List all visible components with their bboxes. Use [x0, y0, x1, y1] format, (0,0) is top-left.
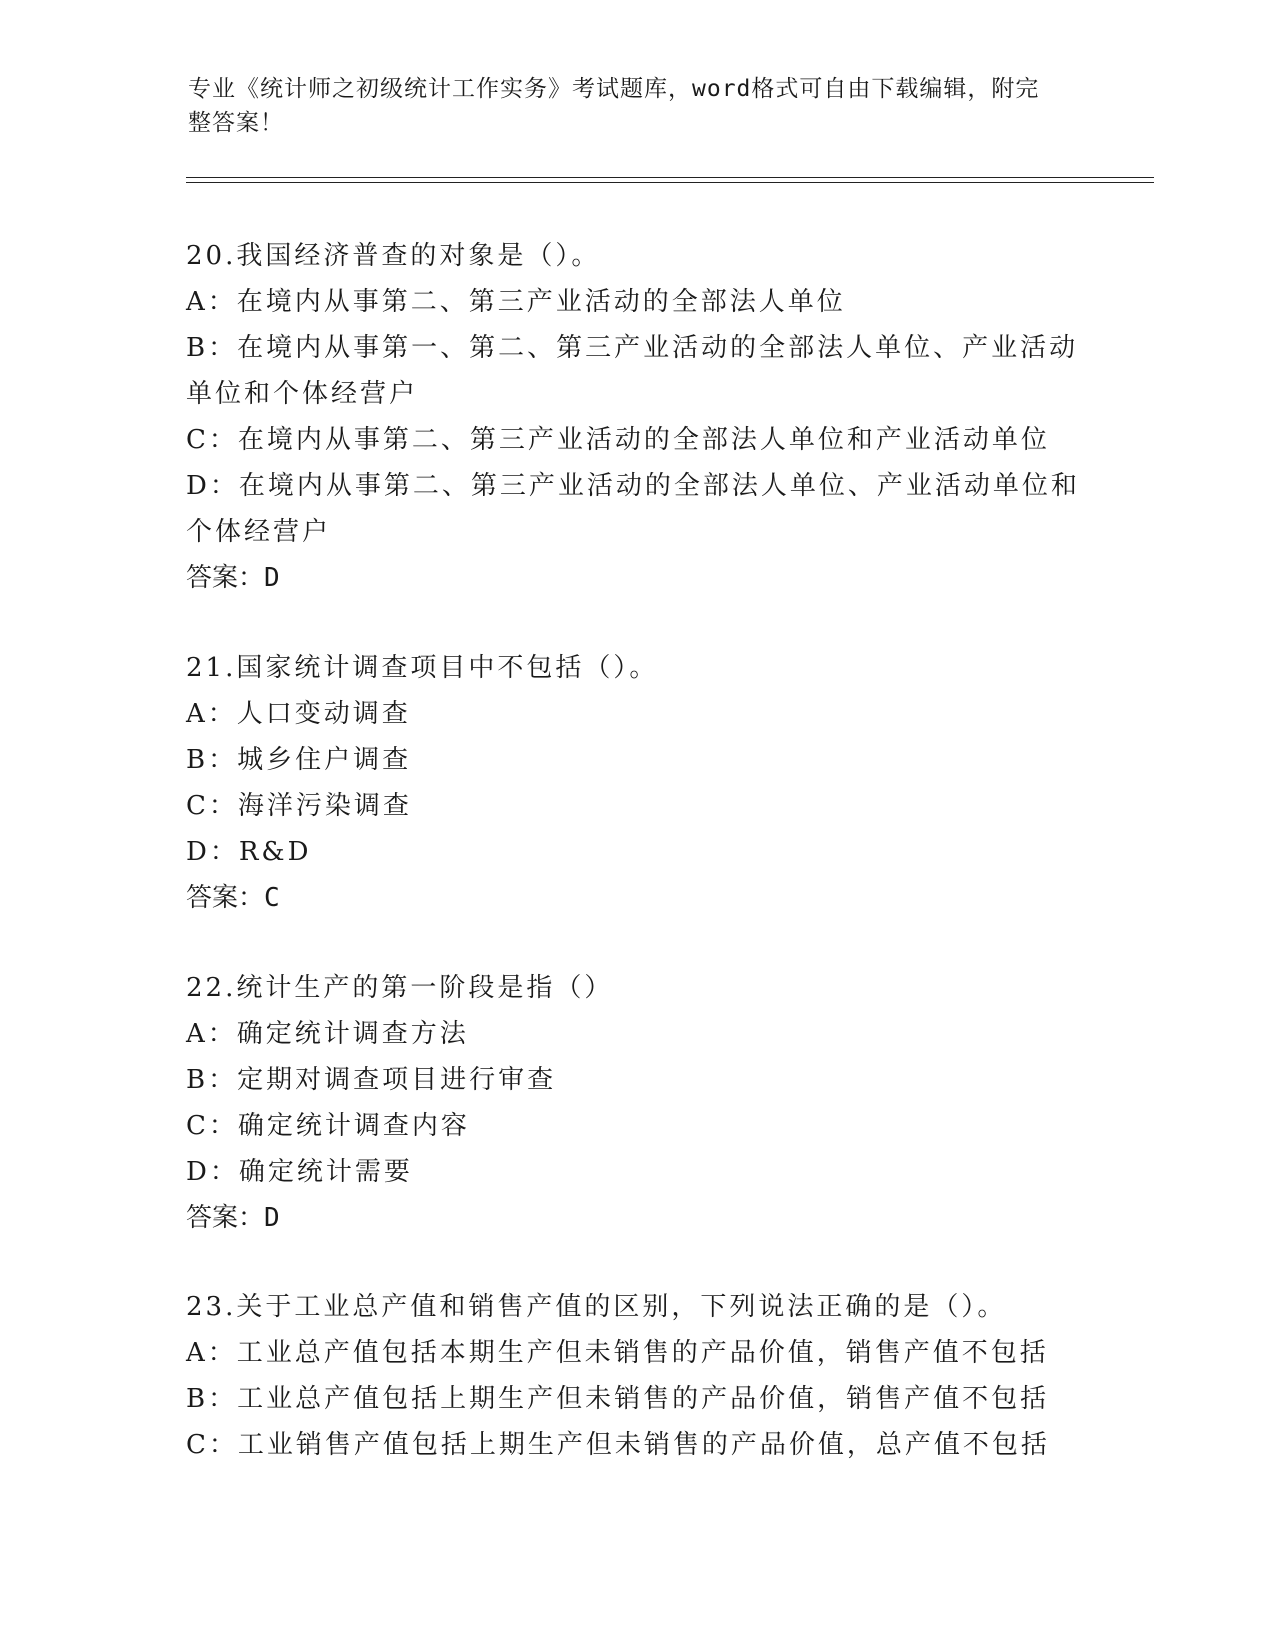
header-divider-top: [186, 177, 1154, 178]
option-c: C：在境内从事第二、第三产业活动的全部法人单位和产业活动单位: [186, 425, 1050, 455]
question-stem: 22.统计生产的第一阶段是指（）: [186, 973, 614, 1003]
question-stem: 20.我国经济普查的对象是（）。: [186, 241, 601, 271]
question-stem: 21.国家统计调查项目中不包括（）。: [186, 653, 659, 683]
question-stem: 23.关于工业总产值和销售产值的区别，下列说法正确的是（）。: [186, 1292, 1007, 1322]
option-d: D：R&D: [186, 837, 312, 867]
option-c: C：确定统计调查内容: [186, 1111, 470, 1141]
question-20: [186, 233, 1086, 601]
header-line-2: 整答案！: [188, 110, 284, 136]
option-b: B：工业总产值包括上期生产但未销售的产品价值，销售产值不包括: [186, 1384, 1050, 1414]
option-b: B：城乡住户调查: [186, 745, 412, 775]
header-divider-bottom: [186, 182, 1154, 183]
option-a: A：工业总产值包括本期生产但未销售的产品价值，销售产值不包括: [186, 1338, 1049, 1368]
option-d: D：确定统计需要: [186, 1157, 413, 1187]
option-d: D：在境内从事第二、第三产业活动的全部法人单位、产业活动单位和个体经营户: [186, 471, 1080, 547]
option-b: B：在境内从事第一、第二、第三产业活动的全部法人单位、产业活动单位和个体经营户: [186, 333, 1079, 409]
document-header: [188, 72, 1088, 140]
answer-line: 答案：C: [186, 883, 280, 913]
question-21: [186, 645, 1086, 921]
question-23: [186, 1284, 1086, 1468]
option-b: B：定期对调查项目进行审查: [186, 1065, 557, 1095]
option-a: A：人口变动调查: [186, 699, 411, 729]
option-c: C：海洋污染调查: [186, 791, 412, 821]
option-a: A：确定统计调查方法: [186, 1019, 469, 1049]
option-a: A：在境内从事第二、第三产业活动的全部法人单位: [186, 287, 846, 317]
header-line-1: 专业《统计师之初级统计工作实务》考试题库，word格式可自由下载编辑，附完: [188, 76, 1040, 102]
question-22: [186, 965, 1086, 1241]
answer-line: 答案：D: [186, 563, 280, 593]
option-c: C：工业销售产值包括上期生产但未销售的产品价值，总产值不包括: [186, 1430, 1050, 1460]
answer-line: 答案：D: [186, 1203, 280, 1233]
